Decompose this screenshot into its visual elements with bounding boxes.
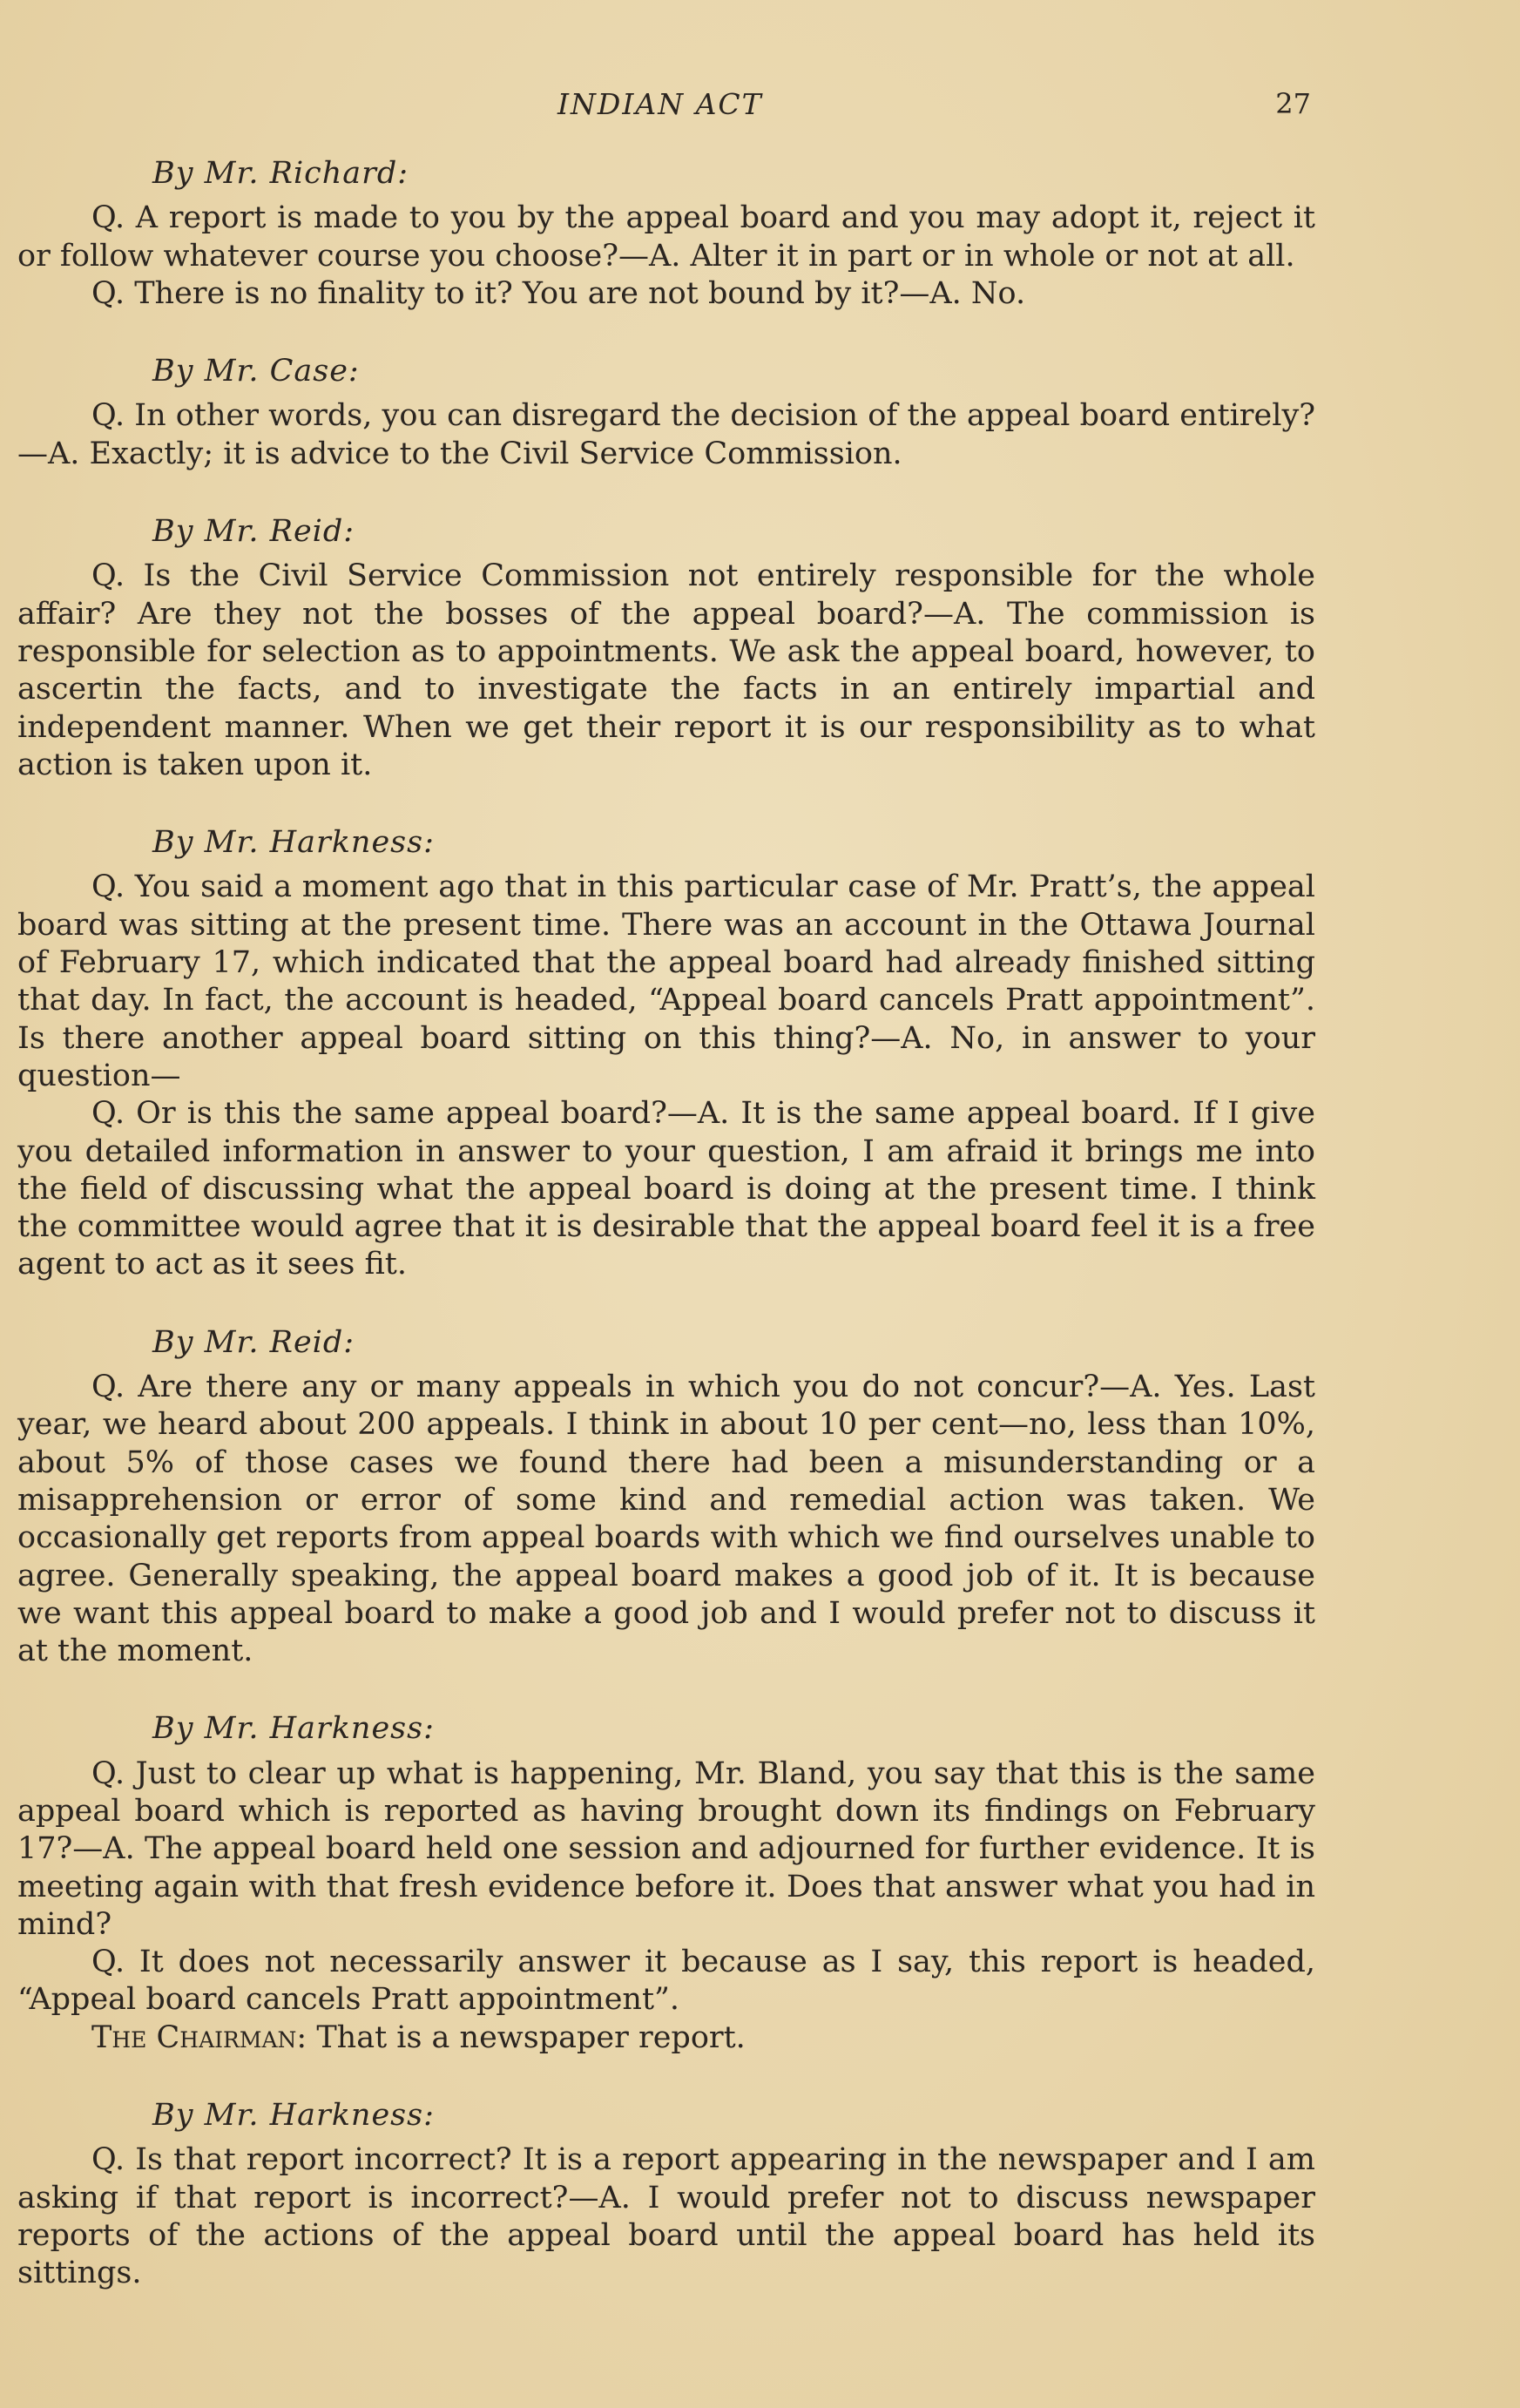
speaker-heading: By Mr. Harkness: [152,2098,435,2134]
paragraph: Q. In other words, you can disregard the decision of the appeal board entirely?—A. Exactly; it is advice to the Civil Service Commission. [17,398,1315,471]
chairman-remark [17,2019,1315,2057]
section-reid-2 [17,1324,1315,1671]
paragraph: Q. Is that report incorrect? It is a report appearing in the newspaper and I am asking if that report is incorrect?—A. I would prefer not to discuss newspaper reports of the actions of the appeal board until the appeal board has held its sittings. [17,2142,1315,2291]
page-number: 27 [1275,87,1311,120]
paragraph: Q. There is no finality to it? You are not bound by it?—A. No. [91,275,1026,311]
paragraph: Q. Are there any or many appeals in which you do not concur?—A. Yes. Last year, we heard about 200 appeals. I think in about 10 per cent—no, less than 10%, about 5% of those cases we found there had been a misunderstanding or a misapprehension or error of some kind and remedial action was taken. We occasionally get reports from appeal boards with which we find ourselves unable to agree. Generally speaking, the appeal board makes a good job of it. It is because we want this appeal board to make a good job and I would prefer not to discuss it at the moment. [17,1370,1315,1669]
paragraph: Q. You said a moment ago that in this particular case of Mr. Pratt’s, the appeal board was sitting at the present time. There was an account in the Ottawa Journal of February 17, which indicated that the appeal board had already finished sitting that day. In fact, the account is headed, “Appeal board cancels Pratt appointment”. Is there another appeal board sitting on this thing?—A. No, in answer to your question— [17,869,1315,1093]
speaker-heading: By Mr. Harkness: [152,1711,435,1747]
chairman-text: That is a newspaper report. [316,2019,746,2055]
section-harkness-3 [17,2097,1315,2292]
section-harkness-1 [17,824,1315,1284]
chairman-label: The Chairman: [91,2019,307,2055]
speaker-heading: By Mr. Reid: [152,514,355,550]
section-case [17,353,1315,473]
speaker-heading: By Mr. Richard: [152,156,409,191]
paragraph: Q. It does not necessarily answer it because as I say, this report is headed, “Appeal board cancels Pratt appointment”. [17,1945,1315,2018]
paragraph: Q. Is the Civil Service Commission not entirely responsible for the whole affair? Are they not the bosses of the appeal board?—A. The commission is responsible for selection as to appointments. We ask the appeal board, however, to ascertin the facts, and to investigate the facts in an entirely impartial and independent manner. When we get their report it is our responsibility as to what action is taken upon it. [17,558,1315,782]
section-reid-1 [17,513,1315,784]
section-richard [17,155,1315,313]
running-title: INDIAN ACT [557,87,763,121]
paragraph: Q. Just to clear up what is happening, Mr. Bland, you say that this is the same appeal board which is reported as having brought down its findings on February 17?—A. The appeal board held one session and adjourned for further evidence. It is meeting again with that fresh evidence before it. Does that answer what you had in mind? [17,1755,1315,1942]
speaker-heading: By Mr. Case: [152,354,360,389]
page-header [0,87,1520,131]
speaker-heading: By Mr. Reid: [152,1324,355,1360]
paragraph: Q. A report is made to you by the appeal board and you may adopt it, reject it or follow whatever course you choose?—A. Alter it in part or in whole or not at all. [17,200,1315,274]
transcript-body [17,155,1315,2333]
paragraph: Q. Or is this the same appeal board?—A. It is the same appeal board. If I give you detailed information in answer to your question, I am afraid it brings me into the field of discussing what the appeal board is doing at the present time. I think the committee would agree that it is desirable that the appeal board feel it is a free agent to act as it sees fit. [17,1096,1315,1282]
section-harkness-2 [17,1710,1315,2057]
speaker-heading: By Mr. Harkness: [152,825,435,861]
